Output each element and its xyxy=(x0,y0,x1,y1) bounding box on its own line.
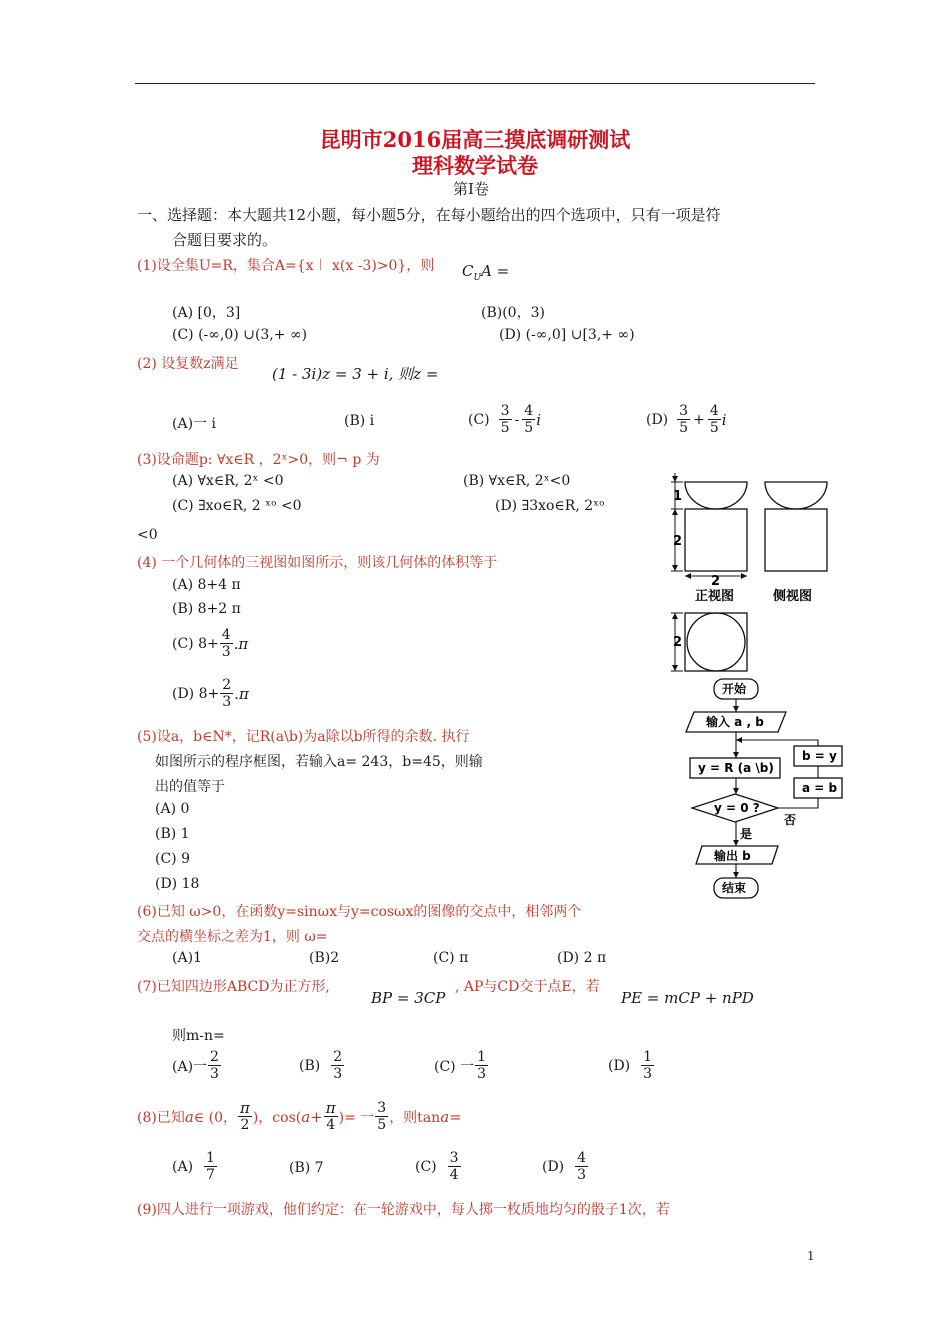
q8-val-den: 5 xyxy=(377,1117,387,1133)
q6-option-c[interactable]: (C) π xyxy=(433,950,469,966)
q8-stem-p3: )，cos( xyxy=(252,1109,302,1126)
q8-option-b[interactable]: (B) 7 xyxy=(289,1160,324,1176)
q1-option-b[interactable]: (B)(0，3) xyxy=(481,305,545,321)
dim-label-width: 2 xyxy=(711,574,721,589)
flow-input-text: 输入 a , b xyxy=(706,715,764,729)
q8-val-num: 3 xyxy=(377,1100,387,1116)
q2-stem: (2) 设复数z满足 xyxy=(137,356,239,372)
q5-option-d[interactable]: (D) 18 xyxy=(155,876,200,892)
q8-pi4-den: 4 xyxy=(326,1117,336,1133)
q4-c-den: 3 xyxy=(221,644,231,660)
dim-label-bottom: 2 xyxy=(673,635,683,650)
side-view-cube xyxy=(765,509,827,571)
flow-no-label: 否 xyxy=(784,813,797,827)
q2-d-den1: 5 xyxy=(679,420,689,436)
q8-stem xyxy=(137,1100,462,1133)
q8-c-num: 3 xyxy=(449,1150,459,1166)
q7-option-b[interactable] xyxy=(299,1049,345,1082)
q8-pi-den: 2 xyxy=(240,1117,250,1133)
front-view-hemisphere xyxy=(685,482,747,509)
q8-option-a[interactable] xyxy=(172,1150,218,1183)
dim-label-top: 1 xyxy=(673,489,683,504)
q8-stem-p5: )= 一 xyxy=(338,1109,375,1126)
q8-pi-num: π xyxy=(239,1099,250,1117)
q1-expression xyxy=(462,262,509,283)
paper-subtitle: 理科数学试卷 xyxy=(412,153,538,178)
q6-stem-line2: 交点的横坐标之差为1，则 ω= xyxy=(137,929,328,945)
q6-option-b[interactable]: (B)2 xyxy=(309,950,340,966)
q8-option-c[interactable] xyxy=(415,1150,462,1183)
flow-assign-a-text: a = b xyxy=(802,781,838,795)
flow-decision-text: y = 0 ? xyxy=(714,801,760,815)
q3-option-d[interactable]: (D) ∃3xo∈R, 2ˣᵒ xyxy=(495,498,605,514)
q7-option-a[interactable] xyxy=(172,1049,222,1082)
q7-b-den: 3 xyxy=(333,1066,343,1082)
q7-a-num: 2 xyxy=(210,1049,219,1065)
flowchart-figure xyxy=(680,676,850,904)
q2-c-label: (C) xyxy=(468,411,490,428)
q7-stem-mid: , AP与CD交于点E，若 xyxy=(455,979,600,995)
q2-option-c[interactable] xyxy=(468,403,541,436)
q1-expr-sub: U xyxy=(473,273,482,283)
q2-expression: (1 - 3i)z = 3 + i, 则z = xyxy=(272,365,439,383)
q7-b-label: (B) xyxy=(299,1057,321,1074)
q2-d-den2: 5 xyxy=(709,420,719,436)
q2-c-i: i xyxy=(536,410,542,429)
section-intro-line2: 合题目要求的。 xyxy=(172,231,278,249)
paper-title: 昆明市2016届高三摸底调研测试 xyxy=(319,127,631,152)
q8-stem-p4: a+ xyxy=(301,1107,323,1126)
q5-stem-line3: 出的值等于 xyxy=(155,779,225,795)
q4-d-den: 3 xyxy=(222,694,232,710)
q4-option-c[interactable] xyxy=(172,627,248,660)
q8-stem-p7: a= xyxy=(440,1107,462,1126)
q1-option-d[interactable]: (D) (-∞,0] ∪[3,+ ∞) xyxy=(499,327,635,343)
q4-d-pi: .π xyxy=(234,684,249,703)
q8-pi4-num: π xyxy=(325,1099,336,1117)
q8-d-den: 3 xyxy=(577,1167,587,1183)
q2-d-label: (D) xyxy=(646,411,669,428)
q1-stem: (1)设全集U=R，集合A={x︱ x(x -3)>0}，则 xyxy=(137,258,435,274)
top-view-square xyxy=(685,613,747,671)
q3-option-d-cont: <0 xyxy=(137,527,158,543)
flow-output-text: 输出 b xyxy=(714,849,751,863)
q7-a-den: 3 xyxy=(210,1066,219,1082)
flow-start-text: 开始 xyxy=(722,682,747,696)
q1-option-c[interactable]: (C) (-∞,0) ∪(3,+ ∞) xyxy=(172,327,308,343)
q7-a-label: (A)一 xyxy=(172,1058,208,1075)
q9-stem-line1: (9)四人进行一项游戏，他们约定：在一轮游戏中，每人掷一枚质地均匀的骰子1次，若 xyxy=(137,1202,670,1218)
q5-option-c[interactable]: (C) 9 xyxy=(155,851,190,867)
top-view-circle xyxy=(687,613,745,671)
q1-expr-c: C xyxy=(462,262,474,280)
q2-c-den1: 5 xyxy=(500,420,510,436)
q7-expr-bp: BP = 3CP xyxy=(371,989,446,1007)
page-number: 1 xyxy=(807,1249,815,1263)
q2-c-den2: 5 xyxy=(524,420,534,436)
q2-d-num2: 4 xyxy=(709,403,719,419)
front-view-cube xyxy=(685,509,747,571)
q5-option-a[interactable]: (A) 0 xyxy=(155,801,190,817)
q2-option-b[interactable]: (B) i xyxy=(344,413,375,429)
three-view-figure xyxy=(665,470,835,675)
q7-d-num: 1 xyxy=(643,1049,653,1065)
q7-then: 则m-n= xyxy=(172,1028,225,1044)
q6-option-d[interactable]: (D) 2 π xyxy=(557,950,607,966)
q4-c-num: 4 xyxy=(221,627,231,643)
q2-c-num1: 3 xyxy=(500,403,510,419)
q5-stem-line2: 如图所示的程序框图，若输入a= 243，b=45，则输 xyxy=(155,754,483,770)
q7-option-c[interactable] xyxy=(434,1049,489,1082)
q8-a-label: (A) xyxy=(172,1158,194,1175)
q4-d-num: 2 xyxy=(222,677,232,693)
top-rule xyxy=(135,83,815,84)
q4-c-pi: .π xyxy=(233,634,249,653)
q7-c-num: 1 xyxy=(477,1049,487,1065)
flow-yes-label: 是 xyxy=(740,827,753,841)
q2-d-op: + xyxy=(693,411,705,428)
q7-d-label: (D) xyxy=(608,1057,631,1074)
side-view-hemisphere xyxy=(765,482,827,509)
q3-option-a[interactable]: (A) ∀x∈R, 2ˣ <0 xyxy=(172,473,284,489)
q3-option-c[interactable]: (C) ∃xo∈R, 2 ˣᵒ <0 xyxy=(172,498,302,514)
q5-stem-line1: (5)设a，b∈N*，记R(a\b)为a除以b所得的余数. 执行 xyxy=(137,729,470,745)
q8-stem-p2: ∈ (0， xyxy=(193,1109,237,1126)
q2-option-a[interactable]: (A)一 i xyxy=(172,416,216,432)
q7-expr-pe: PE = mCP + nPD xyxy=(621,989,754,1007)
q4-option-a[interactable]: (A) 8+4 π xyxy=(172,577,241,593)
q8-stem-p1: (8)已知 xyxy=(137,1109,185,1126)
q8-a-den: 7 xyxy=(206,1167,215,1183)
q5-option-b[interactable]: (B) 1 xyxy=(155,826,190,842)
q7-option-d[interactable] xyxy=(608,1049,655,1082)
q8-a-num: 1 xyxy=(206,1150,215,1166)
part-label: 第Ⅰ卷 xyxy=(453,180,489,198)
q8-d-num: 4 xyxy=(577,1150,587,1166)
q1-expr-rest: A = xyxy=(481,262,510,280)
q8-c-den: 4 xyxy=(449,1167,459,1183)
q1-option-a[interactable]: (A) [0，3] xyxy=(172,305,241,321)
q7-c-den: 3 xyxy=(477,1066,487,1082)
q7-c-label: (C) 一 xyxy=(434,1058,475,1075)
q8-c-label: (C) xyxy=(415,1158,437,1175)
q7-b-num: 2 xyxy=(333,1049,343,1065)
q3-stem: (3)设命题p: ∀x∈R ，2ˣ>0，则¬ p 为 xyxy=(137,452,380,468)
q7-d-den: 3 xyxy=(643,1066,653,1082)
q2-c-op: - xyxy=(514,411,520,428)
dim-label-side: 2 xyxy=(673,534,683,549)
q2-option-d[interactable] xyxy=(646,403,727,436)
q2-c-num2: 4 xyxy=(524,403,534,419)
q4-option-b[interactable]: (B) 8+2 π xyxy=(172,601,241,617)
q2-d-num1: 3 xyxy=(679,403,689,419)
side-view-label: 侧视图 xyxy=(773,589,813,604)
q2-d-i: i xyxy=(721,410,727,429)
flow-assign-b-text: b = y xyxy=(802,749,837,763)
q3-option-b[interactable]: (B) ∀x∈R, 2ˣ<0 xyxy=(463,473,571,489)
q8-stem-p6: ，则tan xyxy=(389,1109,441,1126)
q8-d-label: (D) xyxy=(542,1158,565,1175)
section-intro-line1: 一、选择题：本大题共12小题，每小题5分，在每小题给出的四个选项中，只有一项是符 xyxy=(137,206,721,224)
flow-compute-text: y = R (a \b) xyxy=(698,761,774,775)
q4-option-d[interactable] xyxy=(172,677,249,710)
q8-alpha: a xyxy=(184,1107,194,1126)
q4-stem: (4) 一个几何体的三视图如图所示，则该几何体的体积等于 xyxy=(137,555,498,571)
q4-c-label: (C) 8+ xyxy=(172,635,219,652)
q8-option-d[interactable] xyxy=(542,1150,589,1183)
q6-option-a[interactable]: (A)1 xyxy=(172,950,202,966)
q6-stem-line1: (6)已知 ω>0，在函数y=sinωx与y=cosωx的图像的交点中，相邻两个 xyxy=(137,904,582,920)
flow-end-text: 结束 xyxy=(722,881,747,895)
front-view-label: 正视图 xyxy=(695,589,735,604)
q4-d-label: (D) 8+ xyxy=(172,685,220,702)
q7-stem: (7)已知四边形ABCD为正方形, xyxy=(137,979,330,995)
